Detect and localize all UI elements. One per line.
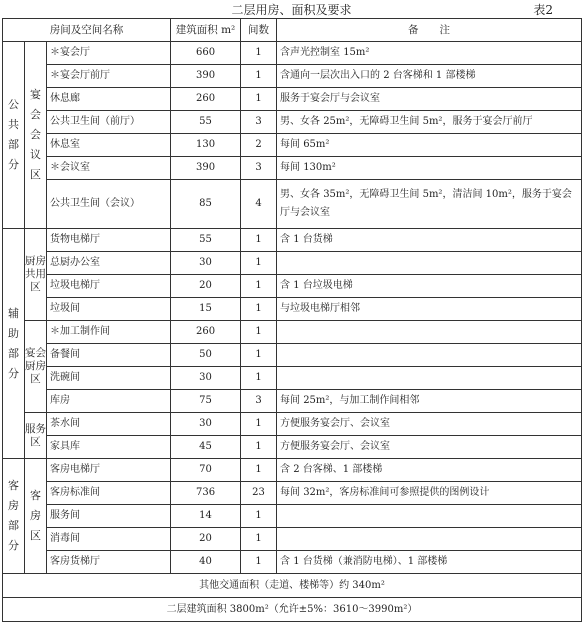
room-area: 660 (171, 42, 241, 65)
room-name: ＊加工制作间 (47, 321, 171, 344)
table-row (3, 298, 582, 321)
header-note: 备 注 (277, 19, 582, 42)
room-area: 130 (171, 134, 241, 157)
table-row (3, 344, 582, 367)
section-public: 公共部分 (3, 42, 25, 229)
room-note (277, 367, 582, 390)
room-area: 40 (171, 551, 241, 574)
room-name: 客房标准间 (47, 482, 171, 505)
room-name: 垃圾电梯厅 (47, 275, 171, 298)
table-row (3, 551, 582, 574)
table-row (3, 505, 582, 528)
table-row (3, 367, 582, 390)
room-area: 390 (171, 65, 241, 88)
room-area: 55 (171, 111, 241, 134)
header-area: 建筑面积 m² (171, 19, 241, 42)
table-row (3, 436, 582, 459)
room-note: 男、女各 25m²，无障碍卫生间 5m²，服务于宴会厅前厅 (277, 111, 582, 134)
room-name: 公共卫生间（会议） (47, 180, 171, 229)
room-area: 45 (171, 436, 241, 459)
room-name: 茶水间 (47, 413, 171, 436)
subsection-banquet-meeting: 宴会会议区 (25, 42, 47, 229)
room-count: 1 (241, 298, 277, 321)
room-count: 1 (241, 459, 277, 482)
subsection-service: 服务区 (25, 413, 47, 459)
room-name: ＊宴会厅前厅 (47, 65, 171, 88)
room-note: 方便服务宴会厅、会议室 (277, 436, 582, 459)
room-area: 30 (171, 252, 241, 275)
room-area: 14 (171, 505, 241, 528)
room-count: 1 (241, 367, 277, 390)
table-row (3, 65, 582, 88)
table-row-traffic-area (3, 574, 582, 598)
room-name: 垃圾间 (47, 298, 171, 321)
room-area: 260 (171, 321, 241, 344)
room-note (277, 344, 582, 367)
room-area: 75 (171, 390, 241, 413)
room-area: 30 (171, 413, 241, 436)
room-count: 1 (241, 436, 277, 459)
header-count: 间数 (241, 19, 277, 42)
room-area: 50 (171, 344, 241, 367)
room-note: 方便服务宴会厅、会议室 (277, 413, 582, 436)
room-count: 3 (241, 390, 277, 413)
table-row (3, 157, 582, 180)
table-row (3, 229, 582, 252)
room-name: 消毒间 (47, 528, 171, 551)
table-row (3, 275, 582, 298)
room-name: 库房 (47, 390, 171, 413)
table-row-total-area (3, 598, 582, 622)
table-row (3, 528, 582, 551)
room-area: 30 (171, 367, 241, 390)
header-room: 房间及空间名称 (3, 19, 171, 42)
table-row (3, 413, 582, 436)
traffic-area-note: 其他交通面积（走道、楼梯等）约 340m² (3, 574, 582, 598)
room-name: 货物电梯厅 (47, 229, 171, 252)
section-guest-rooms: 客房部分 (3, 459, 25, 574)
room-area: 20 (171, 528, 241, 551)
room-note: 含通向一层次出入口的 2 台客梯和 1 部楼梯 (277, 65, 582, 88)
room-count: 1 (241, 528, 277, 551)
room-name: ＊宴会厅 (47, 42, 171, 65)
room-count: 1 (241, 275, 277, 298)
room-name: 家具库 (47, 436, 171, 459)
room-count: 1 (241, 505, 277, 528)
room-note (277, 252, 582, 275)
room-name: 服务间 (47, 505, 171, 528)
room-area: 70 (171, 459, 241, 482)
room-name: 总厨办公室 (47, 252, 171, 275)
room-count: 3 (241, 111, 277, 134)
room-count: 1 (241, 252, 277, 275)
room-note: 男、女各 35m²，无障碍卫生间 5m²，清洁间 10m²，服务于宴会厅与会议室 (277, 180, 582, 229)
room-area: 15 (171, 298, 241, 321)
table-row (3, 134, 582, 157)
room-note: 每间 25m²，与加工制作间相邻 (277, 390, 582, 413)
room-note (277, 321, 582, 344)
total-area-note: 二层建筑面积 3800m²（允许±5%：3610～3990m²） (3, 598, 582, 622)
room-name: 客房货梯厅 (47, 551, 171, 574)
room-note: 含 2 台客梯、1 部楼梯 (277, 459, 582, 482)
table-row (3, 459, 582, 482)
room-area: 55 (171, 229, 241, 252)
room-note: 每间 130m² (277, 157, 582, 180)
table-row (3, 252, 582, 275)
room-area: 260 (171, 88, 241, 111)
room-count: 3 (241, 157, 277, 180)
room-note: 每间 32m²，客房标准间可参照提供的图例设计 (277, 482, 582, 505)
room-area-table (2, 18, 582, 622)
room-count: 1 (241, 321, 277, 344)
table-row (3, 180, 582, 229)
room-note (277, 528, 582, 551)
room-area: 736 (171, 482, 241, 505)
room-name: ＊会议室 (47, 157, 171, 180)
subsection-kitchen-common: 厨房共用区 (25, 229, 47, 321)
room-name: 公共卫生间（前厅） (47, 111, 171, 134)
table-title: 二层用房、面积及要求 (231, 3, 352, 17)
room-note: 与垃圾电梯厅相邻 (277, 298, 582, 321)
room-name: 客房电梯厅 (47, 459, 171, 482)
table-row (3, 42, 582, 65)
room-area: 85 (171, 180, 241, 229)
room-count: 23 (241, 482, 277, 505)
subsection-guest-area: 客房区 (25, 459, 47, 574)
room-note: 含 1 台垃圾电梯 (277, 275, 582, 298)
room-note: 含声光控制室 15m² (277, 42, 582, 65)
room-count: 1 (241, 344, 277, 367)
section-auxiliary: 辅助部分 (3, 229, 25, 459)
table-row (3, 88, 582, 111)
room-count: 1 (241, 65, 277, 88)
table-row (3, 321, 582, 344)
room-count: 1 (241, 551, 277, 574)
table-row (3, 390, 582, 413)
room-note (277, 505, 582, 528)
room-note: 服务于宴会厅与会议室 (277, 88, 582, 111)
table-row (3, 482, 582, 505)
room-count: 2 (241, 134, 277, 157)
room-count: 1 (241, 413, 277, 436)
table-number: 表2 (533, 3, 553, 17)
room-count: 1 (241, 88, 277, 111)
subsection-banquet-kitchen: 宴会厨房区 (25, 321, 47, 413)
room-note: 含 1 台货梯 (277, 229, 582, 252)
room-count: 1 (241, 42, 277, 65)
table-row (3, 111, 582, 134)
room-note: 含 1 台货梯（兼消防电梯）、1 部楼梯 (277, 551, 582, 574)
room-count: 1 (241, 229, 277, 252)
room-name: 备餐间 (47, 344, 171, 367)
room-count: 4 (241, 180, 277, 229)
room-area: 20 (171, 275, 241, 298)
room-name: 休息室 (47, 134, 171, 157)
room-name: 休息廊 (47, 88, 171, 111)
room-area: 390 (171, 157, 241, 180)
room-note: 每间 65m² (277, 134, 582, 157)
room-name: 洗碗间 (47, 367, 171, 390)
